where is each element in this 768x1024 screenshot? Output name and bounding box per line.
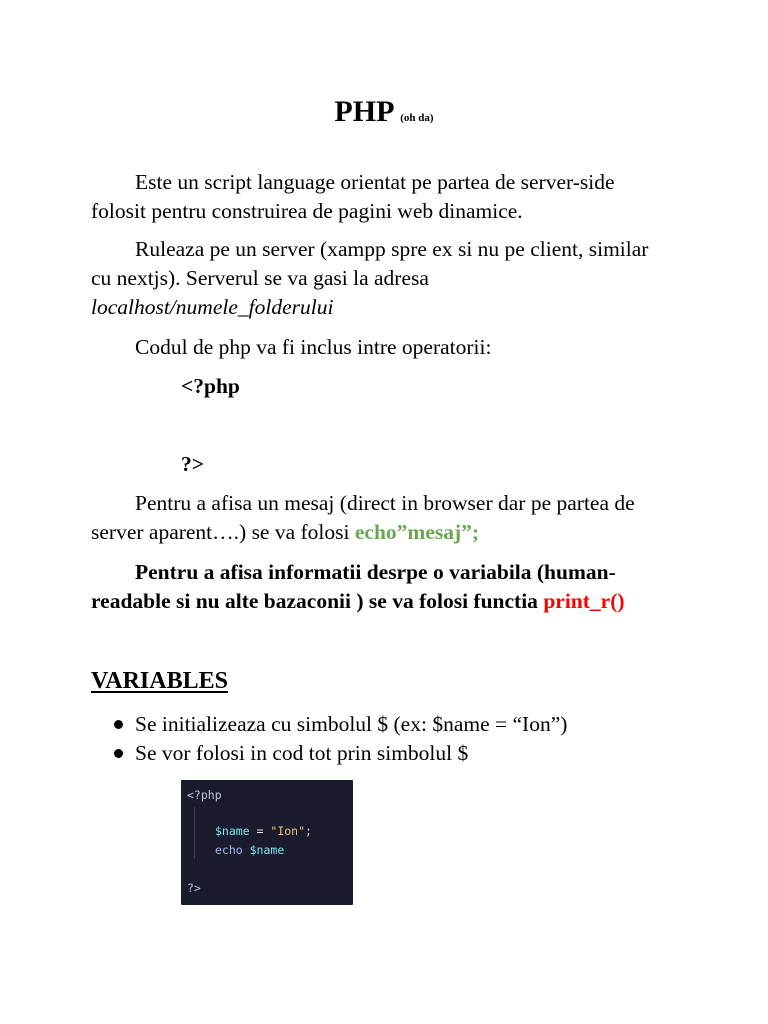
php-open-tag: <?php [181, 374, 240, 398]
paragraph-operators-text: Codul de php va fi inclus intre operatorii: [135, 335, 492, 359]
title-subtitle: (oh da) [400, 112, 434, 124]
echo-highlight: echo”mesaj”; [354, 520, 480, 544]
bullet-text: Se vor folosi in cod tot prin simbolul $ [135, 741, 469, 765]
bullet-icon [114, 749, 123, 758]
paragraph-intro-line-1: Este un script language orientat pe partea de server-side [135, 170, 615, 194]
paragraph-operators [91, 333, 691, 362]
paragraph-intro-line-2: folosit pentru construirea de pagini web dinamice. [91, 199, 523, 223]
paragraph-server-line-2: cu nextjs). Serverul se va gasi la adresa [91, 266, 429, 290]
snippet-open-tag: <?php [187, 788, 222, 802]
snippet-operator: = [249, 824, 271, 838]
list-item [91, 710, 691, 739]
paragraph-print-r [91, 558, 691, 616]
snippet-close-tag: ?> [187, 881, 201, 895]
paragraph-intro [91, 168, 691, 226]
localhost-path: localhost/numele_folderului [91, 295, 334, 319]
snippet-line-assign [215, 822, 312, 841]
php-close-tag: ?> [181, 452, 205, 476]
paragraph-echo-line-2: server aparent….) se va folosi [91, 520, 355, 544]
paragraph-echo [91, 489, 691, 547]
paragraph-print-r-line-1: Pentru a afisa informatii desrpe o variabila (human- [135, 560, 616, 584]
page-title [0, 92, 768, 138]
print-r-highlight: print_r() [543, 589, 625, 613]
indent-guide [194, 807, 195, 859]
paragraph-print-r-line-2: readable si nu alte bazaconii ) se va folosi functia [91, 589, 544, 613]
paragraph-server-line-1: Ruleaza pe un server (xampp spre ex si nu pe client, similar [135, 237, 649, 261]
list-item [91, 739, 691, 768]
variables-bullet-list [91, 710, 691, 768]
bullet-text: Se initializeaza cu simbolul $ (ex: $name = “Ion”) [135, 712, 568, 736]
variables-heading: VARIABLES [91, 668, 228, 694]
code-snippet-image [181, 780, 353, 905]
snippet-var: $name [249, 843, 285, 857]
snippet-var: $name [215, 824, 250, 838]
title-main: PHP [334, 95, 393, 128]
snippet-echo-keyword: echo [215, 843, 250, 857]
paragraph-server [91, 235, 691, 322]
paragraph-echo-line-1: Pentru a afisa un mesaj (direct in browser dar pe partea de [135, 491, 635, 515]
snippet-line-echo [215, 841, 284, 860]
bullet-icon [114, 720, 123, 729]
snippet-string: "Ion" [270, 824, 306, 838]
snippet-semicolon: ; [305, 824, 312, 838]
